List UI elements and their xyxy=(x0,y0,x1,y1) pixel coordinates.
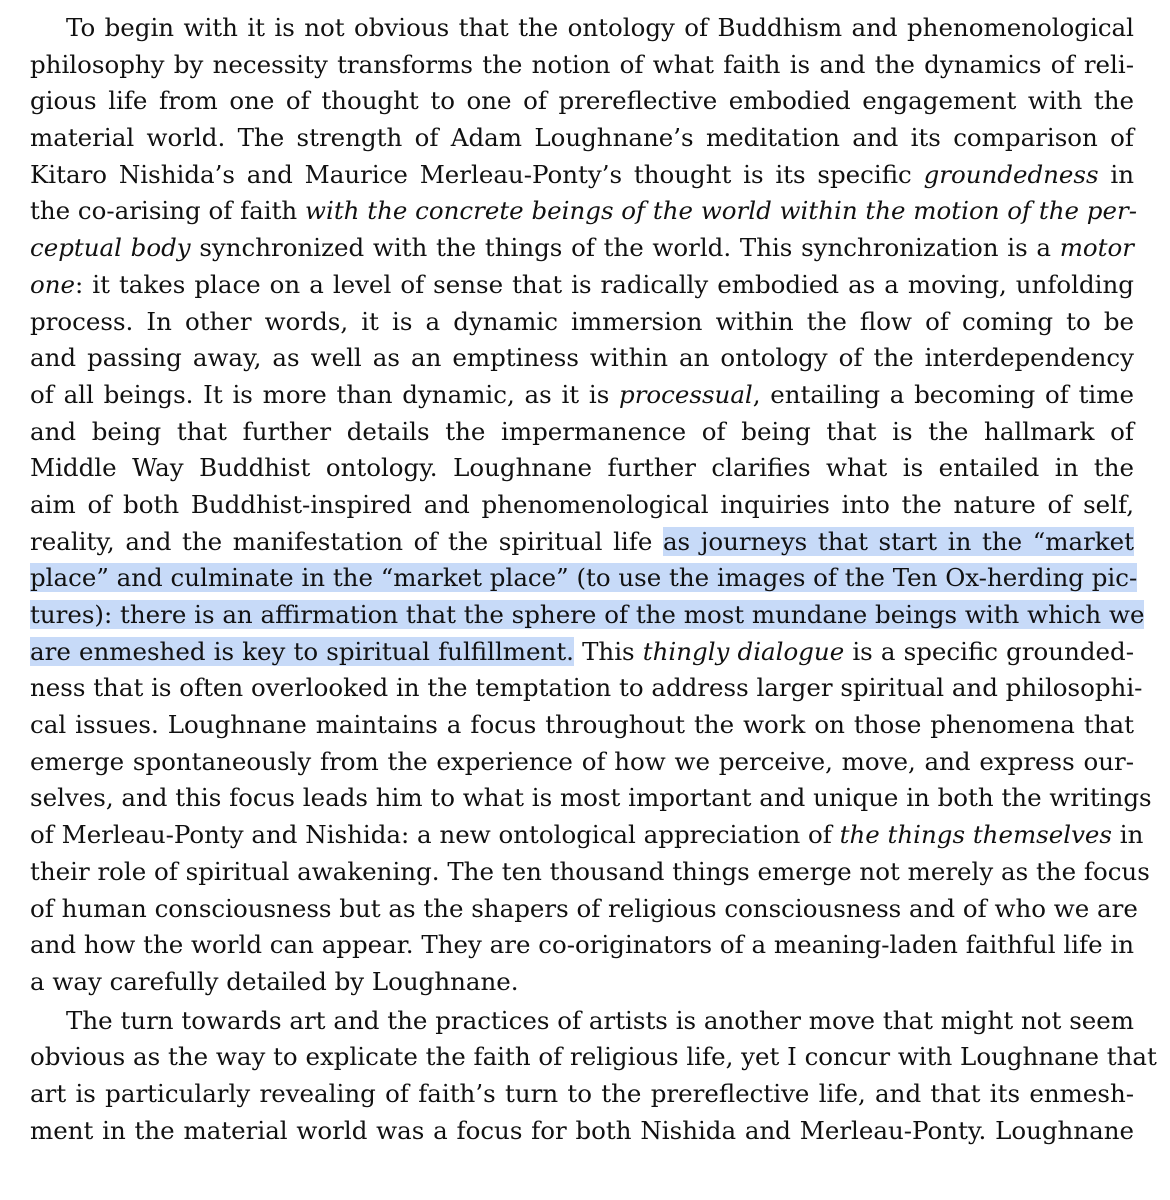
italic-term: groundedness xyxy=(923,159,1099,189)
italic-phrase: with the concrete beings of the world within the motion of the per- xyxy=(305,196,1137,226)
italic-term: processual xyxy=(619,379,753,409)
paragraph-2 xyxy=(30,1003,1157,1150)
text-line: the co-arising of faith with the concrete beings of the world within the motion of the per- xyxy=(30,196,1137,226)
italic-term: thingly dialogue xyxy=(642,636,845,666)
text-line: The turn towards art and the practices of artists is another move that might not seem xyxy=(66,1005,1134,1035)
italic-term: motor xyxy=(1059,233,1134,263)
italic-phrase: ceptual body xyxy=(30,233,191,263)
text-line: ceptual body synchronized with the things of the world. This synchronization is a motor xyxy=(30,233,1134,263)
text-line: their role of spiritual awakening. The ten thousand things emerge not merely as the focus xyxy=(30,856,1150,886)
text-selection-highlight[interactable]: tures): there is an affirmation that the sphere of the most mundane beings with which we xyxy=(30,600,1145,629)
text-line xyxy=(30,560,1138,597)
italic-term: one xyxy=(30,269,76,299)
text-selection-highlight[interactable]: as journeys that start in the “market xyxy=(662,526,1134,556)
italic-phrase: the things themselves xyxy=(839,820,1112,850)
text-line: are enmeshed is key to spiritual fulfillment. This thingly dialogue is a specific grounded- xyxy=(30,636,1135,666)
text-line xyxy=(30,597,1145,634)
text-line: and passing away, as well as an emptiness within an ontology of the interdependency xyxy=(30,343,1134,373)
text-line: ness that is often overlooked in the temptation to address larger spiritual and philosophi- xyxy=(30,673,1143,703)
cropped-previous-line xyxy=(30,0,1134,10)
text-line: cal issues. Loughnane maintains a focus throughout the work on those phenomena that xyxy=(30,710,1134,740)
text-selection-highlight[interactable]: are enmeshed is key to spiritual fulfillment. xyxy=(30,636,574,666)
text-line: and being that further details the impermanence of being that is the hallmark of xyxy=(30,416,1134,446)
text-line: and how the world can appear. They are co-originators of a meaning-laden faithful life in xyxy=(30,930,1134,960)
text-line: reality, and the manifestation of the spiritual life as journeys that start in the “market xyxy=(30,526,1134,556)
text-line: of Merleau-Ponty and Nishida: a new ontological appreciation of the things themselves in xyxy=(30,820,1144,850)
text-line: art is particularly revealing of faith’s turn to the prereflective life, and that its enmesh- xyxy=(30,1078,1134,1108)
text-line: of all beings. It is more than dynamic, as it is processual, entailing a becoming of time xyxy=(30,379,1134,409)
text-line: material world. The strength of Adam Loughnane’s meditation and its comparison of xyxy=(30,123,1134,153)
text-line: gious life from one of thought to one of prereflective embodied engagement with the xyxy=(30,86,1134,116)
text-line: selves, and this focus leads him to what is most important and unique in both the writings xyxy=(30,783,1152,813)
document-page xyxy=(30,0,1157,1149)
text-line: process. In other words, it is a dynamic immersion within the flow of coming to be xyxy=(30,306,1134,336)
text-line: a way carefully detailed by Loughnane. xyxy=(30,966,519,996)
text-line: Middle Way Buddhist ontology. Loughnane further clarifies what is entailed in the xyxy=(30,453,1134,483)
text-line: emerge spontaneously from the experience of how we perceive, move, and express our- xyxy=(30,746,1134,776)
text-selection-highlight[interactable]: place” and culminate in the “market place” (to use the images of the Ten Ox-herding pic- xyxy=(30,563,1138,593)
text-line: philosophy by necessity transforms the notion of what faith is and the dynamics of reli- xyxy=(30,49,1134,79)
paragraph-1 xyxy=(30,10,1152,1001)
text-line: obvious as the way to explicate the faith of religious life, yet I concur with Loughnane that xyxy=(30,1042,1157,1072)
text-line: of human consciousness but as the shapers of religious consciousness and of who we are xyxy=(30,893,1138,923)
text-line: aim of both Buddhist-inspired and phenomenological inquiries into the nature of self, xyxy=(30,489,1134,519)
text-line: To begin with it is not obvious that the ontology of Buddhism and phenomenological xyxy=(66,13,1134,42)
text-line: Kitaro Nishida’s and Maurice Merleau-Ponty’s thought is its specific groundedness in xyxy=(30,159,1134,189)
text-line: one: it takes place on a level of sense that is radically embodied as a moving, unfolding xyxy=(30,269,1134,299)
text-line: ment in the material world was a focus for both Nishida and Merleau-Ponty. Loughnane xyxy=(30,1115,1134,1145)
